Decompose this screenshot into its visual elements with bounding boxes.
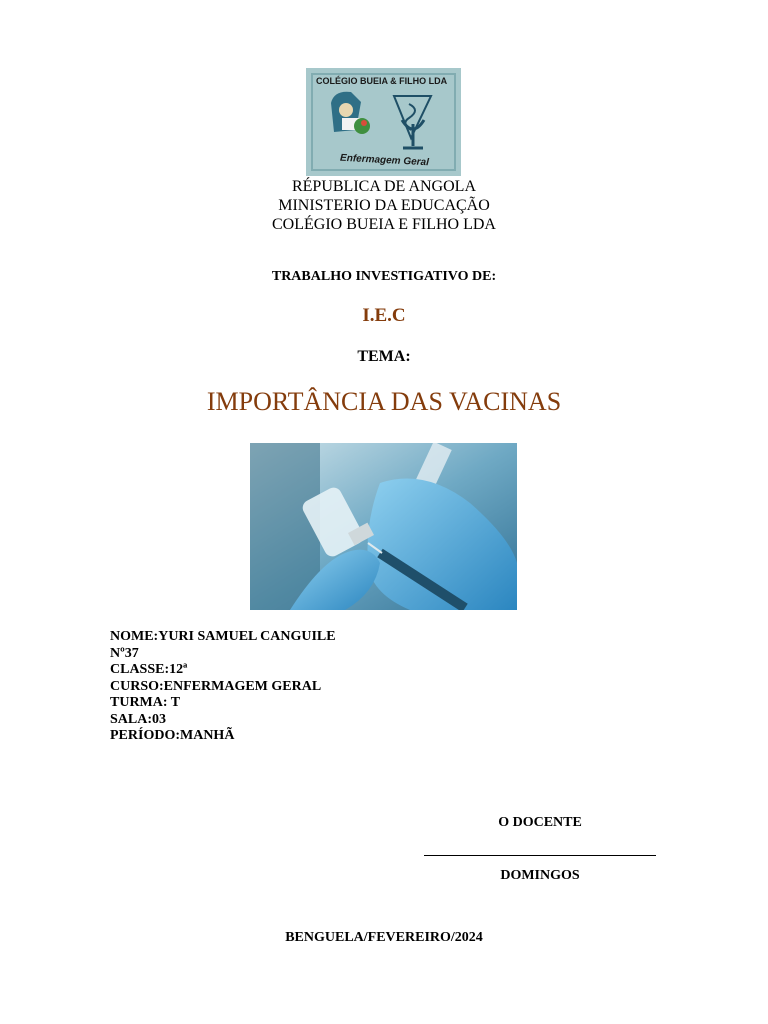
school-logo	[306, 68, 461, 176]
student-number: Nº37	[110, 645, 139, 661]
theme-title: IMPORTÂNCIA DAS VACINAS	[206, 387, 562, 416]
student-class: CLASSE:12ª	[110, 662, 188, 677]
student-name: NOME:YURI SAMUEL CANGUILE	[110, 629, 336, 644]
subject-title: I.E.C	[362, 305, 406, 326]
header-country: RÉPUBLICA DE ANGOLA	[291, 178, 476, 195]
student-room: SALA:03	[110, 711, 167, 727]
logo-school-name: COLÉGIO BUEIA & FILHO LDA	[316, 76, 448, 86]
student-info	[110, 629, 336, 745]
teacher-name: DOMINGOS	[500, 868, 580, 883]
logo-course-name: Enfermagem Geral	[339, 152, 430, 169]
header-ministry: MINISTERIO DA EDUCAÇÃO	[278, 197, 490, 214]
theme-label: TEMA:	[357, 348, 411, 365]
footer-place-date: BENGUELA/FEVEREIRO/2024	[285, 930, 483, 945]
vaccine-photo	[250, 443, 517, 610]
work-type-label: TRABALHO INVESTIGATIVO DE:	[271, 269, 497, 284]
header-school: COLÉGIO BUEIA E FILHO LDA	[272, 216, 496, 233]
signature-line	[424, 855, 656, 856]
student-course: CURSO:ENFERMAGEM GERAL	[110, 678, 322, 694]
student-period: PERÍODO:MANHÃ	[110, 728, 235, 743]
student-group: TURMA: T	[110, 695, 181, 710]
teacher-label: O DOCENTE	[498, 815, 582, 830]
